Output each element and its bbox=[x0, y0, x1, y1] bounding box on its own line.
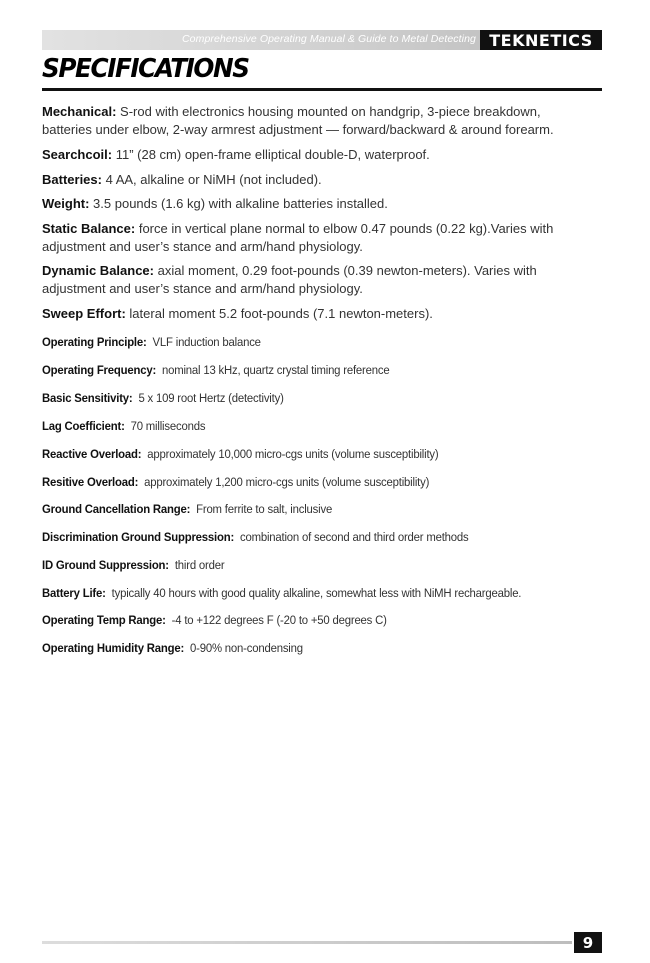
spec-value: combination of second and third order methods bbox=[239, 530, 469, 544]
spec-value: 11” (28 cm) open-frame elliptical double-D, waterproof. bbox=[115, 147, 430, 162]
spec-operating-principle bbox=[42, 333, 591, 351]
spec-value: approximately 1,200 micro-cgs units (volume susceptibility) bbox=[144, 475, 430, 489]
spec-value: 70 milliseconds bbox=[130, 419, 206, 433]
spec-label: Operating Temp Range: bbox=[42, 613, 166, 627]
spec-value: lateral moment 5.2 foot-pounds (7.1 newton-meters). bbox=[129, 306, 433, 321]
spec-label: Lag Coefficient: bbox=[42, 419, 125, 433]
spec-mechanical bbox=[42, 103, 587, 139]
spec-value: S-rod with electronics housing mounted on handgrip, 3-piece breakdown, batteries under elbow, 2-way armrest adjustment — forward/backward & around forearm. bbox=[42, 104, 554, 137]
spec-value: approximately 10,000 micro-cgs units (volume susceptibility) bbox=[147, 447, 439, 461]
spec-operating-temp-range bbox=[42, 611, 591, 629]
title-divider bbox=[42, 88, 602, 91]
spec-value: 3.5 pounds (1.6 kg) with alkaline batteries installed. bbox=[93, 196, 388, 211]
header-subtitle: Comprehensive Operating Manual & Guide to Metal Detecting bbox=[181, 33, 476, 45]
spec-label: Dynamic Balance: bbox=[42, 263, 154, 278]
header-bar bbox=[42, 30, 602, 50]
spec-static-balance bbox=[42, 220, 587, 256]
spec-batteries bbox=[42, 171, 587, 189]
spec-label: Searchcoil: bbox=[42, 147, 113, 162]
spec-lag-coefficient bbox=[42, 417, 591, 435]
spec-ground-cancellation-range bbox=[42, 500, 591, 518]
spec-label: Ground Cancellation Range: bbox=[42, 502, 191, 516]
spec-value: third order bbox=[174, 558, 225, 572]
spec-sweep-effort bbox=[42, 305, 587, 323]
spec-operating-frequency bbox=[42, 361, 591, 379]
spec-discrimination-ground-suppression bbox=[42, 528, 591, 546]
spec-value: nominal 13 kHz, quartz crystal timing reference bbox=[161, 363, 390, 377]
spec-value: VLF induction balance bbox=[152, 335, 261, 349]
spec-label: Weight: bbox=[42, 196, 90, 211]
spec-value: 4 AA, alkaline or NiMH (not included). bbox=[105, 172, 322, 187]
spec-value: -4 to +122 degrees F (-20 to +50 degrees C) bbox=[171, 613, 387, 627]
spec-label: Operating Humidity Range: bbox=[42, 641, 185, 655]
spec-dynamic-balance bbox=[42, 262, 587, 298]
spec-value: 5 x 109 root Hertz (detectivity) bbox=[138, 391, 284, 405]
spec-resitive-overload bbox=[42, 473, 591, 491]
footer-divider bbox=[42, 941, 572, 944]
spec-value: force in vertical plane normal to elbow 0.47 pounds (0.22 kg).Varies with adjustment and user’s stance and arm/hand physiology. bbox=[42, 221, 554, 254]
spec-label: Static Balance: bbox=[42, 221, 136, 236]
spec-operating-humidity-range bbox=[42, 639, 591, 657]
page-number: 9 bbox=[582, 933, 594, 952]
spec-searchcoil bbox=[42, 146, 587, 164]
spec-label: Operating Principle: bbox=[42, 335, 147, 349]
spec-battery-life bbox=[42, 584, 591, 602]
spec-value: 0-90% non-condensing bbox=[190, 641, 303, 655]
spec-label: ID Ground Suppression: bbox=[42, 558, 169, 572]
spec-label: Resitive Overload: bbox=[42, 475, 139, 489]
spec-basic-sensitivity bbox=[42, 389, 591, 407]
spec-label: Reactive Overload: bbox=[42, 447, 142, 461]
page-title: SPECIFICATIONS bbox=[42, 54, 249, 84]
spec-id-ground-suppression bbox=[42, 556, 591, 574]
spec-label: Operating Frequency: bbox=[42, 363, 157, 377]
spec-label: Discrimination Ground Suppression: bbox=[42, 530, 235, 544]
spec-label: Battery Life: bbox=[42, 586, 106, 600]
spec-label: Batteries: bbox=[42, 172, 102, 187]
brand-logo bbox=[480, 30, 602, 50]
spec-label: Basic Sensitivity: bbox=[42, 391, 133, 405]
brand-name: TEKNETICS bbox=[489, 30, 593, 50]
spec-label: Sweep Effort: bbox=[42, 306, 126, 321]
spec-label: Mechanical: bbox=[42, 104, 117, 119]
spec-value: From ferrite to salt, inclusive bbox=[196, 502, 333, 516]
spec-weight bbox=[42, 195, 587, 213]
spec-value: axial moment, 0.29 foot-pounds (0.39 newton-meters). Varies with adjustment and user’s stance and arm/hand physiology. bbox=[42, 263, 537, 296]
spec-value: typically 40 hours with good quality alkaline, somewhat less with NiMH rechargeable. bbox=[111, 586, 522, 600]
page-number-badge bbox=[574, 932, 602, 953]
spec-reactive-overload bbox=[42, 445, 591, 463]
